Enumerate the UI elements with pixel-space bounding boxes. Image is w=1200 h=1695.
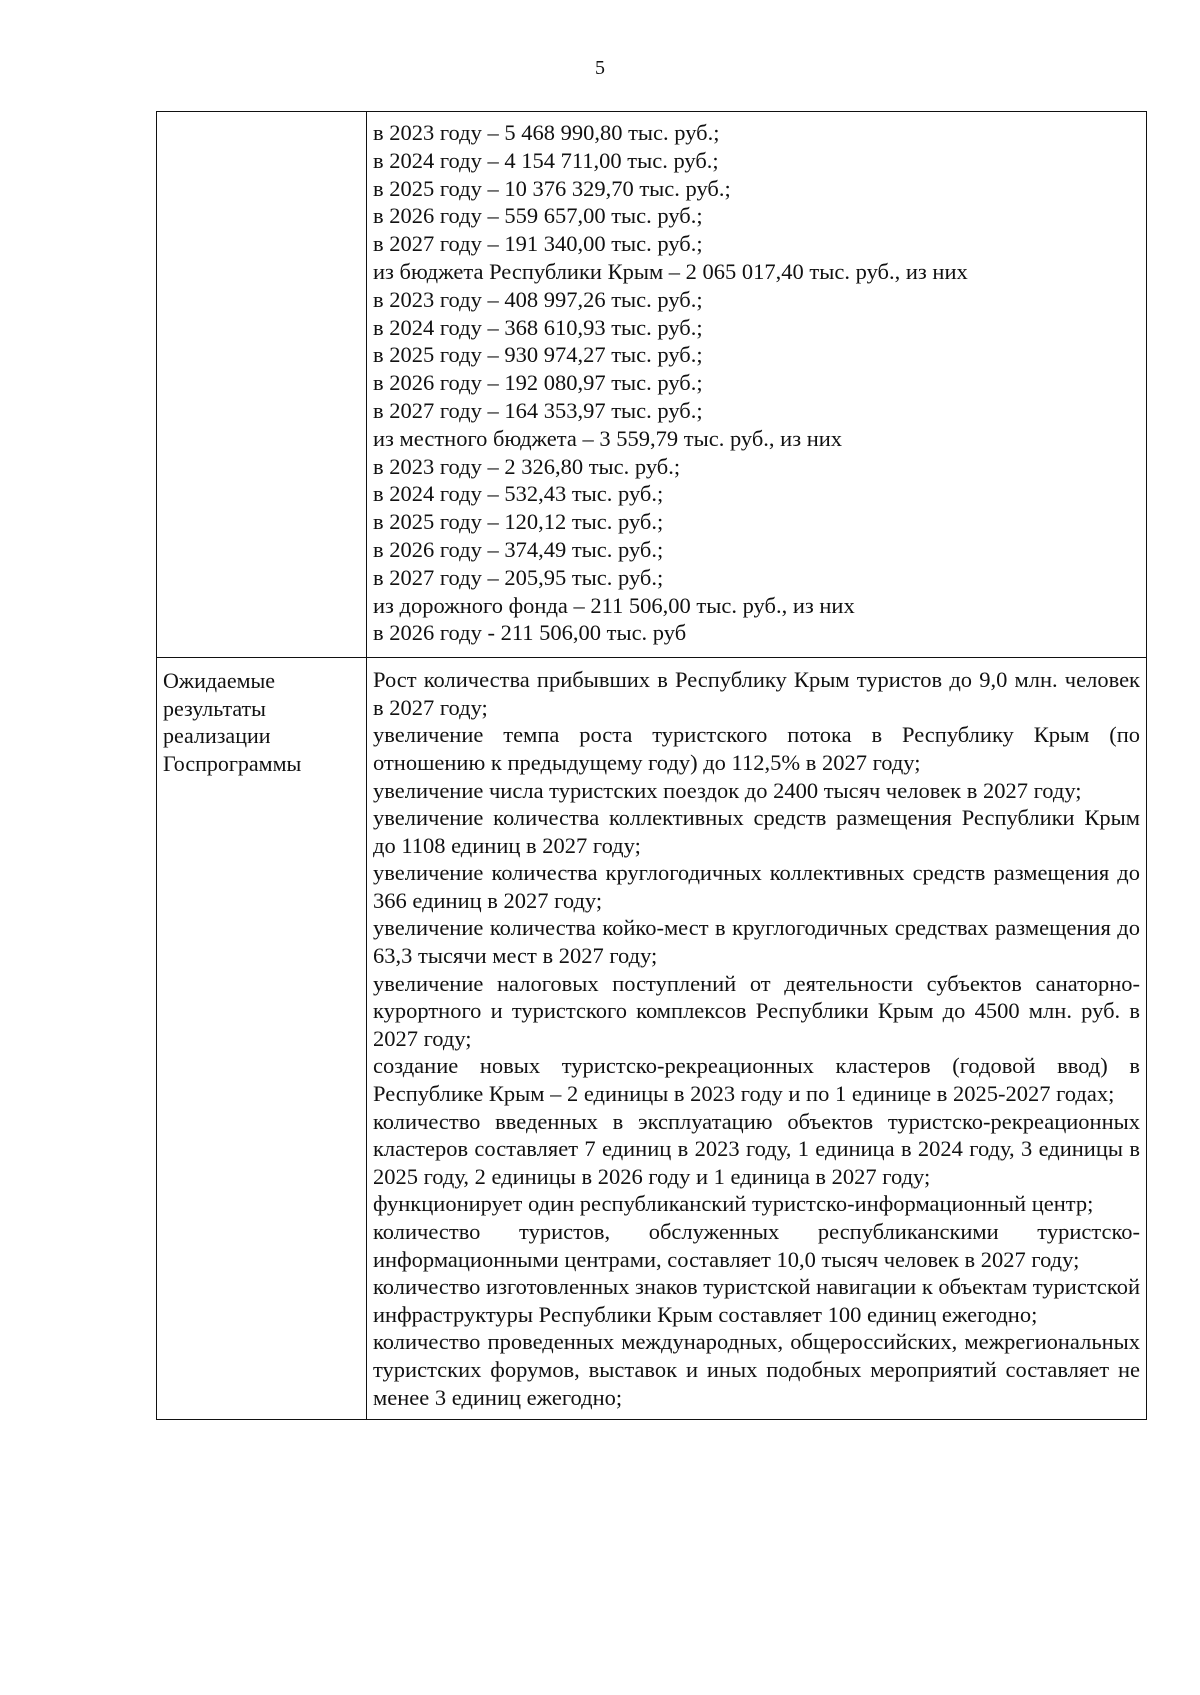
funding-line: из местного бюджета – 3 559,79 тыс. руб., из них xyxy=(373,425,843,451)
page-number: 5 xyxy=(595,57,605,79)
result-item: Рост количества прибывших в Республику Крым туристов до 9,0 млн. человек в 2027 году; xyxy=(373,667,1140,720)
result-item: увеличение количества койко-мест в круглогодичных средствах размещения до 63,3 тысячи мест в 2027 году; xyxy=(373,915,1140,969)
result-item: количество туристов, обслуженных республиканскими туристско-информационными центрами, составляет 10,0 тысяч человек в 2027 году; xyxy=(373,1219,1140,1272)
funding-line: в 2025 году – 930 974,27 тыс. руб.; xyxy=(373,342,703,368)
funding-row xyxy=(157,112,1147,658)
result-item: увеличение темпа роста туристского потока в Республику Крым (по отношению к предыдущему году) до 112,5% в 2027 году; xyxy=(373,722,1140,775)
results-label-cell xyxy=(157,658,367,1420)
funding-line: в 2024 году – 368 610,93 тыс. руб.; xyxy=(373,314,703,340)
funding-line: в 2026 году – 192 080,97 тыс. руб.; xyxy=(373,370,703,396)
funding-line: в 2025 году – 120,12 тыс. руб.; xyxy=(373,509,664,535)
result-item: количество введенных в эксплуатацию объектов туристско-рекреационных кластеров составляет 7 единиц в 2023 году, 1 единица в 2024 году, 3 единицы в 2025 году, 2 единицы в 2026 году и 1 единица в 2027 году; xyxy=(373,1108,1140,1189)
funding-line: в 2025 году – 10 376 329,70 тыс. руб.; xyxy=(373,175,731,201)
result-item: количество проведенных международных, общероссийских, межрегиональных туристских форумов, выставок и иных подобных мероприятий составляет не менее 3 единиц ежегодно; xyxy=(373,1329,1140,1410)
results-label-line: результаты xyxy=(163,695,266,721)
funding-line: в 2023 году – 408 997,26 тыс. руб.; xyxy=(373,286,703,312)
funding-line: в 2027 году – 164 353,97 тыс. руб.; xyxy=(373,397,703,423)
funding-line: из дорожного фонда – 211 506,00 тыс. руб., из них xyxy=(373,592,855,618)
result-item: увеличение числа туристских поездок до 2400 тысяч человек в 2027 году; xyxy=(373,777,1082,803)
results-label-line: реализации xyxy=(163,723,271,749)
result-item: увеличение количества круглогодичных коллективных средств размещения до 366 единиц в 2027 году; xyxy=(373,860,1140,913)
funding-line: в 2026 году - 211 506,00 тыс. руб xyxy=(373,620,687,646)
funding-content-cell xyxy=(367,112,1147,658)
funding-line: в 2023 году – 5 468 990,80 тыс. руб.; xyxy=(373,120,720,145)
results-label xyxy=(157,658,366,777)
funding-line: в 2026 году – 559 657,00 тыс. руб.; xyxy=(373,203,703,229)
result-item: функционирует один республиканский туристско-информационный центр; xyxy=(373,1191,1094,1217)
expected-results-row xyxy=(157,658,1147,1420)
funding-line: из бюджета Республики Крым – 2 065 017,40 тыс. руб., из них xyxy=(373,258,968,284)
funding-label-cell xyxy=(157,112,367,658)
result-item: создание новых туристско-рекреационных кластеров (годовой ввод) в Республике Крым – 2 единицы в 2023 году и по 1 единице в 2025-2027 годах; xyxy=(373,1053,1140,1107)
results-label-line: Ожидаемые xyxy=(163,668,276,694)
result-item: увеличение налоговых поступлений от деятельности субъектов санаторно-курортного и туристского комплексов Республики Крым до 4500 млн. руб. в 2027 году; xyxy=(373,970,1140,1051)
result-item: количество изготовленных знаков туристской навигации к объектам туристской инфраструктуры Республики Крым составляет 100 единиц ежегодно; xyxy=(373,1274,1140,1327)
results-content-cell xyxy=(367,658,1147,1420)
results-label-line: Госпрограммы xyxy=(163,750,302,776)
result-item: увеличение количества коллективных средств размещения Республики Крым до 1108 единиц в 2027 году; xyxy=(373,805,1140,858)
funding-line: в 2024 году – 4 154 711,00 тыс. руб.; xyxy=(373,147,719,173)
funding-line: в 2026 году – 374,49 тыс. руб.; xyxy=(373,536,664,562)
funding-label xyxy=(157,112,366,121)
funding-line: в 2023 году – 2 326,80 тыс. руб.; xyxy=(373,453,681,479)
funding-line: в 2027 году – 205,95 тыс. руб.; xyxy=(373,564,664,590)
program-passport-table xyxy=(156,111,1147,1420)
funding-line: в 2024 году – 532,43 тыс. руб.; xyxy=(373,481,664,507)
funding-line: в 2027 году – 191 340,00 тыс. руб.; xyxy=(373,231,703,257)
